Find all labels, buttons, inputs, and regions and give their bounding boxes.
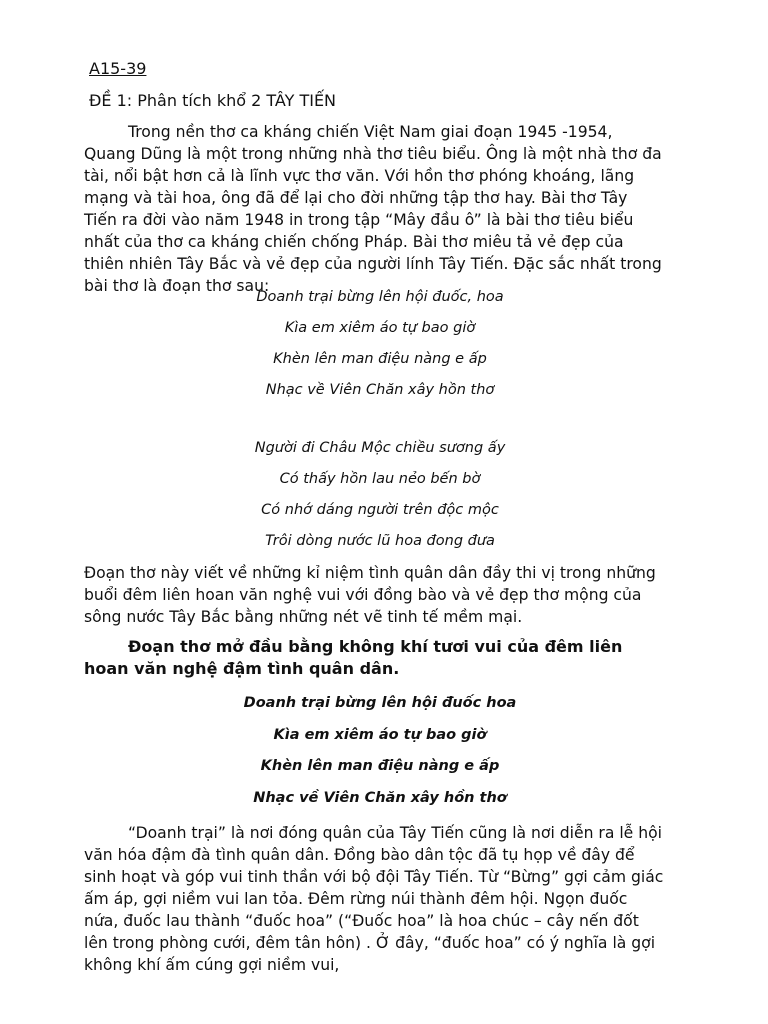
analysis-paragraph: “Doanh trại” là nơi đóng quân của Tây Tiến cũng là nơi diễn ra lễ hội văn hóa đậm đà tình quân dân. Đồng bào dân tộc đã tụ họp về đây để sinh hoạt và góp vui tinh thần với bộ đội Tây Tiến. Từ “Bừng” gợi cảm giác ấm áp, gợi niềm vui lan tỏa. Đêm rừng núi thành đêm hội. Ngọn đuốc nứa, đuốc lau thành “đuốc hoa” (“Đuốc hoa” là hoa chúc – cây nến đốt lên trong phòng cưới, đêm tân hôn) . Ở đây, “đuốc hoa” có ý nghĩa là gợi không khí ấm cúng gợi niềm vui, — [84, 824, 664, 974]
poem-line: Kìa em xiêm áo tự bao giờ — [284, 320, 476, 336]
poem-stanza-3 — [180, 692, 580, 818]
poem-line: Doanh trại bừng lên hội đuốc, hoa — [256, 289, 504, 305]
poem-stanza-1 — [180, 286, 580, 410]
poem-stanza-2 — [180, 437, 580, 561]
poem-line: Người đi Châu Mộc chiều sương ấy — [254, 440, 506, 456]
summary-paragraph: Đoạn thơ này viết về những kỉ niệm tình quân dân đầy thi vị trong những buổi đêm liên hoan văn nghệ vui với đồng bào và vẻ đẹp thơ mộng của sông nước Tây Bắc bằng những nét vẽ tinh tế mềm mại. — [84, 564, 656, 626]
poem-line: Khèn lên man điệu nàng e ấp — [260, 758, 500, 774]
document-title: ĐỀ 1: Phân tích khổ 2 TÂY TIẾN — [89, 91, 337, 110]
section-heading: Đoạn thơ mở đầu bằng không khí tươi vui của đêm liên hoan văn nghệ đậm tình quân dân. — [84, 637, 623, 678]
poem-line: Doanh trại bừng lên hội đuốc hoa — [243, 695, 517, 711]
poem-line: Có thấy hồn lau nẻo bến bờ — [279, 471, 481, 487]
poem-line: Có nhớ dáng người trên độc mộc — [261, 502, 499, 518]
poem-line: Kìa em xiêm áo tự bao giờ — [273, 726, 487, 743]
poem-line: Nhạc về Viên Chăn xây hồn thơ — [253, 789, 507, 806]
document-code: A15-39 — [89, 59, 147, 78]
poem-line: Trôi dòng nước lũ hoa đong đưa — [265, 533, 495, 549]
poem-line: Nhạc về Viên Chăn xây hồn thơ — [265, 382, 495, 398]
poem-line: Khèn lên man điệu nàng e ấp — [273, 351, 487, 367]
intro-paragraph: Trong nền thơ ca kháng chiến Việt Nam giai đoạn 1945 -1954, Quang Dũng là một trong những nhà thơ tiêu biểu. Ông là một nhà thơ đa tài, nổi bật hơn cả là lĩnh vực thơ văn. Với hồn thơ phóng khoáng, lãng mạng và tài hoa, ông đã để lại cho đời những tập thơ hay. Bài thơ Tây Tiến ra đời vào năm 1948 in trong tập “Mây đầu ô” là bài thơ tiêu biểu nhất của thơ ca kháng chiến chống Pháp. Bài thơ miêu tả vẻ đẹp của thiên nhiên Tây Bắc và vẻ đẹp của người lính Tây Tiến. Đặc sắc nhất trong bài thơ là đoạn thơ sau: — [84, 123, 662, 295]
